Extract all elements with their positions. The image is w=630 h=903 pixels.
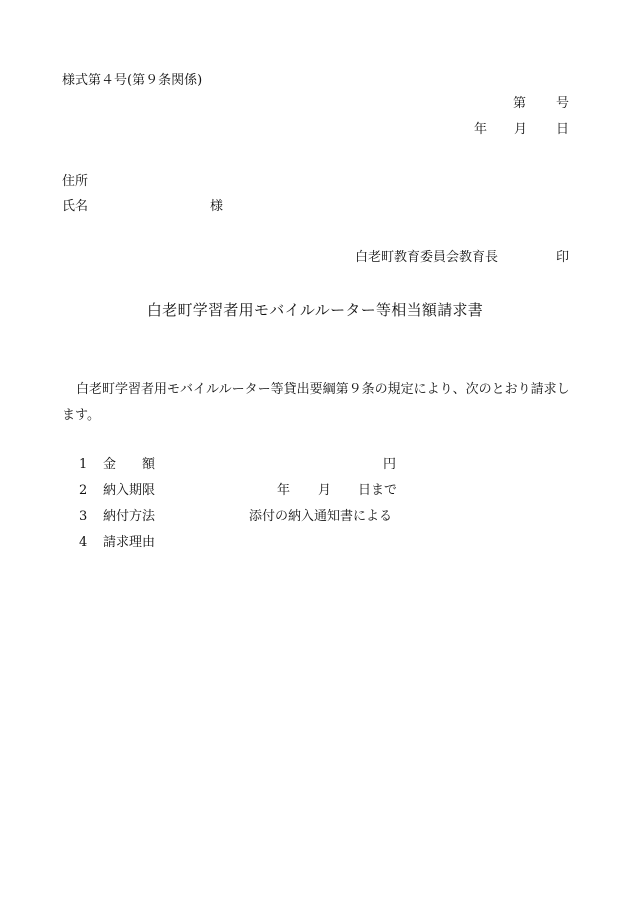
deadline-year: 年 — [277, 483, 291, 498]
document-number-prefix: 第 — [513, 96, 527, 111]
amount-unit: 円 — [383, 457, 397, 472]
form-number: 様式第４号(第９条関係) — [62, 73, 203, 88]
issue-date-year: 年 — [474, 122, 488, 137]
item-number: 3 — [79, 509, 88, 524]
item-number: 4 — [79, 535, 88, 550]
deadline-day: 日まで — [358, 483, 398, 498]
issue-date-month: 月 — [514, 122, 528, 137]
item-number: 1 — [79, 457, 88, 472]
issue-date-day: 日 — [556, 122, 570, 137]
item-label: 金 額 — [103, 457, 156, 472]
item-number: 2 — [79, 483, 88, 498]
item-label: 納入期限 — [103, 483, 156, 498]
document-number-suffix: 号 — [556, 96, 570, 111]
document-title: 白老町学習者用モバイルルーター等相当額請求書 — [146, 301, 484, 319]
honorific: 様 — [210, 199, 224, 214]
name-label: 氏名 — [62, 199, 89, 214]
body-paragraph: 白老町学習者用モバイルルーター等貸出要綱第９条の規定により、次のとおり請求します。 — [62, 382, 570, 423]
deadline-month: 月 — [318, 483, 332, 498]
seal-mark: 印 — [556, 250, 570, 265]
payment-method-value: 添付の納入通知書による — [249, 509, 393, 524]
item-label: 請求理由 — [103, 535, 156, 550]
item-label: 納付方法 — [103, 509, 156, 524]
issuer-name: 白老町教育委員会教育長 — [355, 250, 499, 265]
address-label: 住所 — [62, 174, 89, 189]
